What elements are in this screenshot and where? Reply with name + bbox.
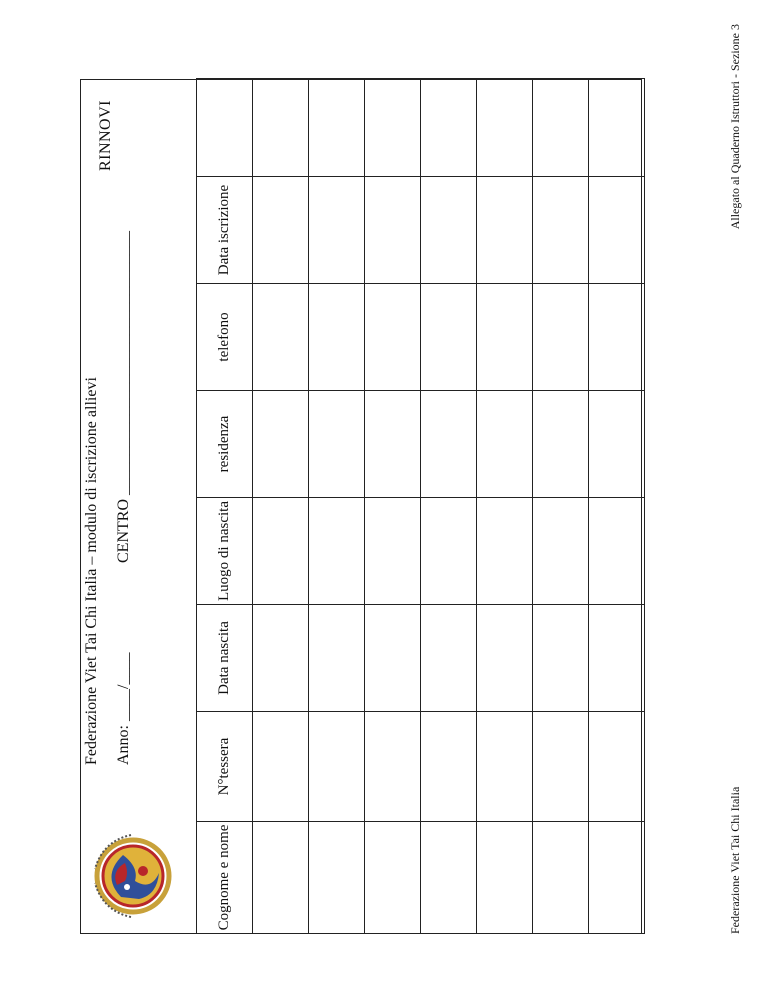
- table-cell[interactable]: [477, 605, 533, 712]
- table-cell[interactable]: [421, 177, 477, 284]
- table-cell[interactable]: [309, 605, 365, 712]
- table-cell[interactable]: [477, 177, 533, 284]
- table-cell[interactable]: [309, 79, 365, 177]
- federation-emblem-icon: [81, 821, 196, 931]
- table-row: [589, 79, 645, 934]
- col-header-cognome-nome: Cognome e nome: [197, 822, 253, 934]
- table-cell[interactable]: [253, 177, 309, 284]
- table-cell[interactable]: [365, 79, 421, 177]
- table-cell[interactable]: [253, 391, 309, 498]
- table-cell[interactable]: [589, 177, 645, 284]
- table-cell[interactable]: [421, 498, 477, 605]
- federation-logo: [81, 821, 196, 931]
- col-header-n-tessera: N°tessera: [197, 712, 253, 822]
- year-field-label: Anno: ____/____: [115, 652, 132, 765]
- table-cell[interactable]: [309, 391, 365, 498]
- table-cell[interactable]: [533, 498, 589, 605]
- table-cell[interactable]: [421, 391, 477, 498]
- table-cell[interactable]: [421, 284, 477, 391]
- table-cell[interactable]: [365, 391, 421, 498]
- form-title: Federazione Viet Tai Chi Italia – modulo di iscrizione allievi: [83, 377, 100, 765]
- table-cell[interactable]: [309, 177, 365, 284]
- table-row: [533, 79, 589, 934]
- students-table: [196, 78, 645, 934]
- table-cell[interactable]: [253, 79, 309, 177]
- table-cell[interactable]: [253, 822, 309, 934]
- table-cell[interactable]: [533, 284, 589, 391]
- table-header-row: [197, 79, 253, 934]
- table-cell[interactable]: [533, 391, 589, 498]
- table-cell[interactable]: [477, 498, 533, 605]
- table-cell[interactable]: [533, 605, 589, 712]
- table-cell[interactable]: [421, 605, 477, 712]
- table-cell[interactable]: [477, 284, 533, 391]
- table-cell[interactable]: [365, 712, 421, 822]
- table-cell[interactable]: [253, 712, 309, 822]
- table-row: [477, 79, 533, 934]
- table-cell[interactable]: [365, 605, 421, 712]
- col-header-data-nascita: Data nascita: [197, 605, 253, 712]
- footer-federation-name: Federazione Viet Tai Chi Italia: [728, 786, 742, 934]
- col-header-telefono: telefono: [197, 284, 253, 391]
- table-cell[interactable]: [365, 822, 421, 934]
- table-row: [421, 79, 477, 934]
- table-cell[interactable]: [309, 712, 365, 822]
- rinnovi-label: RINNOVI: [97, 100, 114, 172]
- table-cell[interactable]: [533, 822, 589, 934]
- table-cell[interactable]: [477, 391, 533, 498]
- table-cell[interactable]: [589, 712, 645, 822]
- table-cell[interactable]: [589, 284, 645, 391]
- table-cell[interactable]: [589, 605, 645, 712]
- table-row: [309, 79, 365, 934]
- table-cell[interactable]: [589, 498, 645, 605]
- table-cell[interactable]: [253, 284, 309, 391]
- centro-field-label: CENTRO _________________________________: [115, 231, 132, 563]
- col-header-residenza: residenza: [197, 391, 253, 498]
- table-cell[interactable]: [253, 498, 309, 605]
- table-cell[interactable]: [253, 605, 309, 712]
- table-cell[interactable]: [589, 391, 645, 498]
- table-cell[interactable]: [589, 822, 645, 934]
- table-cell[interactable]: [421, 712, 477, 822]
- table-cell[interactable]: [533, 79, 589, 177]
- footer-attachment-note: Allegato al Quaderno Istruttori - Sezione 3: [728, 24, 742, 230]
- table-cell[interactable]: [477, 79, 533, 177]
- col-header-luogo-nascita: Luogo di nascita: [197, 498, 253, 605]
- col-header-data-iscrizione: Data iscrizione: [197, 177, 253, 284]
- form-header: [81, 80, 196, 933]
- table-cell[interactable]: [477, 822, 533, 934]
- table-cell[interactable]: [589, 79, 645, 177]
- registration-form: [80, 79, 642, 934]
- table-cell[interactable]: [421, 822, 477, 934]
- table-cell[interactable]: [365, 177, 421, 284]
- table-cell[interactable]: [533, 177, 589, 284]
- table-cell[interactable]: [365, 498, 421, 605]
- table-cell[interactable]: [421, 79, 477, 177]
- table-cell[interactable]: [477, 712, 533, 822]
- col-header-rinnovi: [197, 79, 253, 177]
- table-cell[interactable]: [309, 822, 365, 934]
- table-cell[interactable]: [309, 284, 365, 391]
- table-cell[interactable]: [533, 712, 589, 822]
- table-cell[interactable]: [365, 284, 421, 391]
- table-cell[interactable]: [309, 498, 365, 605]
- table-row: [365, 79, 421, 934]
- table-row: [253, 79, 309, 934]
